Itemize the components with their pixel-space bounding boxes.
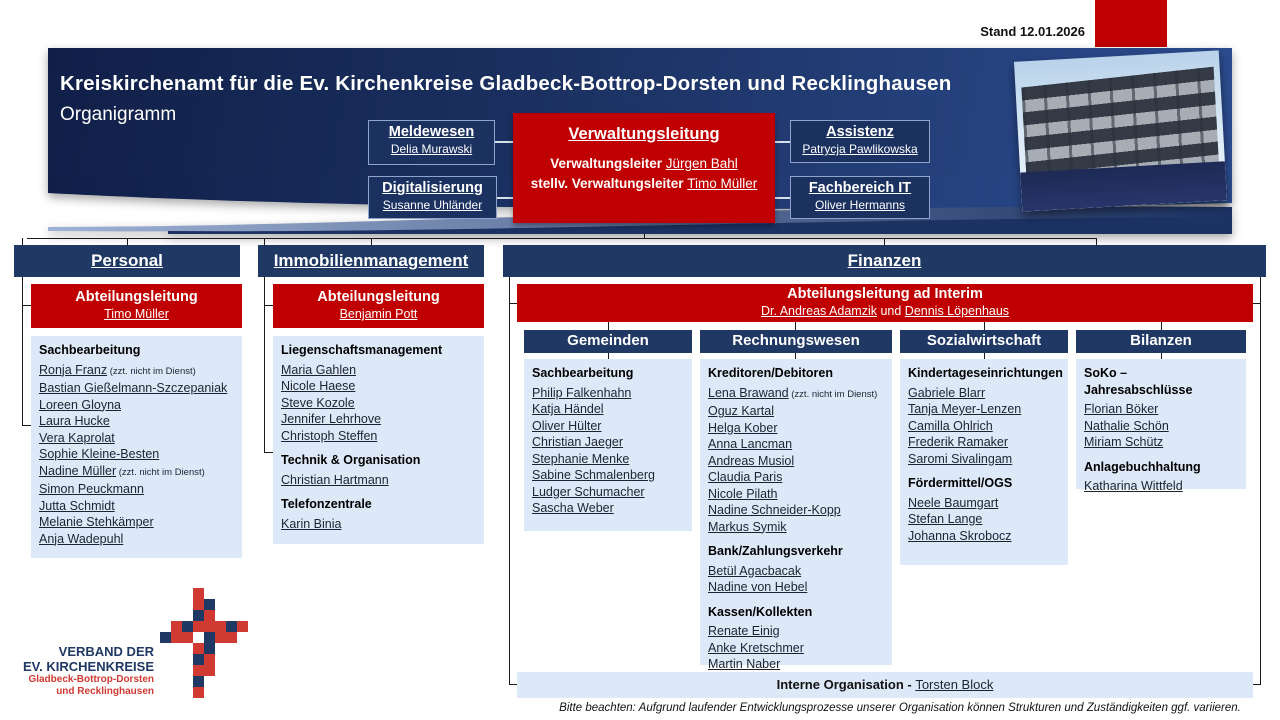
person-group [708, 365, 884, 535]
person-entry [532, 401, 684, 418]
person-group [1084, 459, 1238, 495]
immobilien-staff-list [273, 336, 484, 544]
person-name[interactable]: Nadine Müller [39, 463, 117, 478]
person-name[interactable]: Helga Kober [708, 420, 778, 435]
box-assistenz-title: Assistenz [826, 124, 894, 140]
connector-line [1253, 303, 1261, 304]
dept-header-finanzen [503, 245, 1266, 277]
person-name[interactable]: Christian Hartmann [281, 472, 389, 487]
person-name[interactable]: Jennifer Lehrhove [281, 412, 382, 426]
person-name[interactable]: Miriam Schütz [1084, 435, 1164, 449]
person-entry [908, 511, 1060, 528]
connector-line [264, 452, 273, 453]
person-entry [908, 528, 1060, 545]
person-name[interactable]: Anke Kretschmer [708, 640, 804, 655]
person-name[interactable]: Stefan Lange [908, 512, 983, 526]
person-status-note: (zzt. nicht im Dienst) [116, 466, 205, 478]
dept-header-personal [14, 245, 240, 277]
person-susanne-uhlaender[interactable]: Susanne Uhländer [382, 198, 483, 212]
person-name[interactable]: Tanja Meyer-Lenzen [908, 402, 1022, 416]
person-entry [281, 428, 476, 445]
logo-line2: EV. KIRCHENKREISE [23, 659, 154, 674]
box-fachbereich-it-title: Fachbereich IT [808, 180, 912, 196]
personal-abteilungsleitung-box [31, 284, 242, 328]
person-entry [39, 413, 234, 430]
person-juergen-bahl[interactable]: Jürgen Bahl [665, 156, 738, 171]
person-entry [39, 481, 234, 498]
sozialwirtschaft-staff-list [900, 359, 1068, 565]
box-fachbereich-it [790, 176, 930, 219]
person-group [281, 452, 476, 488]
person-group [708, 543, 884, 596]
person-name[interactable]: Nadine von Hebel [708, 580, 808, 594]
person-name[interactable]: Jutta Schmidt [39, 498, 115, 513]
dept-personal-title: Personal [91, 251, 163, 270]
person-entry [708, 486, 884, 503]
person-name[interactable]: Nicole Pilath [708, 486, 778, 501]
person-name[interactable]: Martin Naber [708, 657, 781, 671]
person-entry [1084, 434, 1238, 451]
person-entry [708, 563, 884, 580]
personal-lead-title: Abteilungsleitung [75, 289, 198, 305]
connector-line [264, 305, 273, 306]
dept-finanzen-title: Finanzen [847, 251, 922, 270]
person-name[interactable]: Sabine Schmalenberg [532, 468, 655, 482]
person-group [281, 496, 476, 532]
person-name[interactable]: Katharina Wittfeld [1084, 479, 1183, 493]
person-name[interactable]: Melanie Stehkämper [39, 515, 154, 529]
cross-pixel [226, 632, 237, 643]
cross-pixel [193, 687, 204, 698]
immobilien-lead-title: Abteilungsleitung [317, 289, 440, 305]
group-label: Fördermittel/OGS [908, 476, 1013, 490]
cross-pixel [171, 632, 182, 643]
group-label: Kassen/Kollekten [708, 604, 813, 619]
person-name[interactable]: Loreen Gloyna [39, 397, 122, 412]
cross-pixel [204, 665, 215, 676]
person-entry [708, 640, 884, 657]
person-name[interactable]: Bastian Gießelmann-Szczepaniak [39, 381, 228, 395]
verwaltungsleiter-label: Verwaltungsleiter [550, 156, 662, 171]
person-entry [281, 395, 476, 412]
group-label: Telefonzentrale [281, 497, 372, 511]
cross-pixel [193, 599, 204, 610]
box-meldewesen [368, 120, 495, 165]
person-name[interactable]: Sophie Kleine-Besten [39, 447, 160, 461]
page-subtitle: Organigramm [60, 104, 177, 125]
cross-pixel [204, 599, 215, 610]
verwaltungsleiter-line [513, 156, 775, 171]
person-entry [532, 467, 684, 484]
person-name[interactable]: Frederik Ramaker [908, 435, 1009, 449]
cross-pixel [226, 621, 237, 632]
cross-pixel [182, 632, 193, 643]
person-name[interactable]: Simon Peuckmann [39, 482, 144, 496]
person-entry [908, 385, 1060, 402]
person-entry [708, 519, 884, 536]
connector-line [509, 277, 510, 685]
person-group [908, 365, 1063, 467]
person-timo-mueller-lead[interactable]: Timo Müller [104, 307, 169, 321]
group-label: Sachbearbeitung [532, 366, 634, 380]
person-entry [708, 436, 884, 453]
person-entry [708, 403, 884, 420]
person-name[interactable]: Christoph Steffen [281, 428, 378, 443]
person-entry [281, 516, 476, 533]
person-entry [908, 418, 1060, 435]
person-entry [908, 495, 1060, 512]
box-meldewesen-title: Meldewesen [388, 124, 475, 140]
person-name[interactable]: Anja Wadepuhl [39, 531, 124, 546]
person-name[interactable]: Markus Symik [708, 519, 787, 534]
cross-pixel [193, 676, 204, 687]
group-label: Kindertageseinrichtungen [908, 366, 1063, 380]
person-dennis-loepenhaus[interactable]: Dennis Löpenhaus [904, 304, 1010, 318]
cross-pixel [215, 632, 226, 643]
group-label: Anlagebuchhaltung [1084, 459, 1201, 474]
person-entry [908, 401, 1060, 418]
box-digitalisierung-title: Digitalisierung [382, 180, 483, 196]
cross-pixel [193, 610, 204, 621]
person-name[interactable]: Maria Gahlen [281, 362, 357, 377]
person-name[interactable]: Nathalie Schön [1084, 418, 1169, 433]
logo-line3: Gladbeck-Bottrop-Dorsten [28, 674, 154, 685]
person-entry [908, 451, 1060, 468]
finanzen-lead-title: Abteilungsleitung ad Interim [787, 286, 983, 302]
connector-line [495, 141, 513, 143]
person-entry [281, 411, 476, 428]
person-name[interactable]: Saromi Sivalingam [908, 451, 1013, 466]
person-name[interactable]: Steve Kozole [281, 395, 355, 410]
group-label: Kreditoren/Debitoren [708, 366, 834, 380]
group-label: Bank/Zahlungsverkehr [708, 544, 843, 558]
dept-immobilien-title: Immobilienmanagement [273, 251, 469, 270]
person-entry [1084, 478, 1238, 495]
person-name[interactable]: Lena Brawand [708, 385, 789, 400]
interne-organisation-label: Interne Organisation - [776, 677, 916, 692]
person-name[interactable]: Karin Binia [281, 516, 342, 531]
person-name[interactable]: Anna Lancman [708, 437, 793, 451]
person-name[interactable]: Vera Kaprolat [39, 430, 115, 445]
person-entry [708, 623, 884, 640]
rechnungswesen-staff-list [700, 359, 892, 671]
person-status-note: (zzt. nicht im Dienst) [107, 365, 196, 377]
cross-pixel [237, 621, 248, 632]
group-label: SoKo – Jahresabschlüsse [1084, 366, 1193, 397]
person-name[interactable]: Florian Böker [1084, 402, 1159, 416]
person-benjamin-pott[interactable]: Benjamin Pott [339, 307, 418, 321]
person-timo-mueller-stellv[interactable]: Timo Müller [687, 176, 758, 191]
lead-connector-text: und [876, 304, 905, 318]
person-group [1084, 365, 1238, 451]
person-group [281, 342, 476, 444]
subcol-sozialwirtschaft-title: Sozialwirtschaft [926, 332, 1042, 349]
person-entry [708, 469, 884, 486]
subcol-header-gemeinden [524, 330, 692, 353]
person-name[interactable]: Stephanie Menke [532, 451, 630, 466]
connector-line [775, 197, 790, 199]
footer-disclaimer: Bitte beachten: Aufgrund laufender Entwicklungsprozesse unserer Organisation können Strukturen und Zuständigkeiten ggf. variieren. [559, 702, 1241, 714]
person-name[interactable]: Sascha Weber [532, 501, 614, 515]
bilanzen-staff-list [1076, 359, 1246, 493]
dept-header-immobilienmanagement [258, 245, 484, 277]
person-entry [281, 362, 476, 379]
connector-line [509, 684, 517, 685]
person-entry [532, 500, 684, 517]
person-entry [39, 498, 234, 515]
person-andreas-adamzik[interactable]: Dr. Andreas Adamzik [760, 304, 877, 318]
person-status-note: (zzt. nicht im Dienst) [788, 388, 878, 400]
person-entry [532, 418, 684, 435]
person-name[interactable]: Laura Hucke [39, 414, 110, 428]
person-delia-murawski[interactable]: Delia Murawski [390, 142, 473, 156]
person-entry [708, 656, 884, 673]
person-entry [39, 397, 234, 414]
person-entry [532, 434, 684, 451]
cross-pixel [204, 654, 215, 665]
person-name[interactable]: Gabriele Blarr [908, 385, 986, 400]
box-assistenz [790, 120, 930, 163]
connector-line [497, 197, 513, 199]
person-entry [532, 385, 684, 402]
page-title: Kreiskirchenamt für die Ev. Kirchenkreise Gladbeck-Bottrop-Dorsten und Recklinghausen [60, 72, 952, 95]
red-flag-decoration [1095, 0, 1167, 47]
cross-pixel [204, 621, 215, 632]
person-name[interactable]: Neele Baumgart [908, 495, 999, 510]
connector-line [27, 238, 1097, 239]
cross-pixel [204, 632, 215, 643]
group-label: Liegenschaftsmanagement [281, 343, 443, 357]
group-label: Technik & Organisation [281, 453, 421, 467]
person-name[interactable]: Oliver Hülter [532, 418, 602, 433]
cross-pixel [171, 621, 182, 632]
cross-pixel [193, 621, 204, 632]
cross-pixel [182, 621, 193, 632]
person-name[interactable]: Katja Händel [532, 402, 604, 416]
person-entry [39, 362, 234, 381]
cross-pixel [193, 643, 204, 654]
cross-pixel [215, 621, 226, 632]
person-name[interactable]: Ronja Franz [39, 362, 108, 377]
finanzen-abteilungsleitung-box [517, 284, 1253, 322]
logo-line4: und Recklinghausen [56, 686, 154, 697]
person-entry [708, 420, 884, 437]
person-entry [281, 472, 476, 489]
person-torsten-block[interactable]: Torsten Block [915, 677, 994, 692]
verwaltungsleitung-title: Verwaltungsleitung [568, 125, 720, 143]
group-label: Sachbearbeitung [39, 343, 141, 357]
subcol-header-rechnungswesen [700, 330, 892, 353]
building-photo [1014, 50, 1227, 211]
person-name[interactable]: Renate Einig [708, 624, 780, 638]
pixel-cross-icon [160, 588, 252, 706]
cross-pixel [193, 588, 204, 599]
person-entry [39, 463, 234, 482]
subcol-header-bilanzen [1076, 330, 1246, 353]
person-oliver-hermanns[interactable]: Oliver Hermanns [814, 198, 906, 212]
person-entry [39, 531, 234, 548]
person-entry [908, 434, 1060, 451]
person-entry [281, 378, 476, 395]
box-verwaltungsleitung [513, 113, 775, 223]
person-name[interactable]: Nicole Haese [281, 379, 356, 393]
cross-pixel [204, 610, 215, 621]
connector-line [1260, 277, 1261, 685]
connector-line [509, 303, 517, 304]
person-name[interactable]: Claudia Paris [708, 470, 783, 484]
connector-line [22, 425, 31, 426]
person-name[interactable]: Philip Falkenhahn [532, 385, 632, 400]
verband-logo-text [22, 644, 154, 698]
person-group [708, 604, 884, 673]
person-group [532, 365, 684, 517]
stellv-verwaltungsleiter-line [513, 176, 775, 191]
person-entry [532, 451, 684, 468]
person-name[interactable]: Nadine Schneider-Kopp [708, 503, 841, 517]
person-name[interactable]: Camilla Ohlrich [908, 418, 993, 433]
person-entry [708, 385, 884, 404]
person-name[interactable]: Johanna Skrobocz [908, 528, 1012, 543]
person-entry [708, 579, 884, 596]
cross-pixel [160, 632, 171, 643]
person-entry [39, 380, 234, 397]
person-entry [532, 484, 684, 501]
person-name[interactable]: Andreas Musiol [708, 453, 795, 468]
cross-pixel [193, 654, 204, 665]
person-name[interactable]: Christian Jaeger [532, 435, 624, 449]
person-name[interactable]: Ludger Schumacher [532, 484, 645, 499]
gemeinden-staff-list [524, 359, 692, 531]
connector-line [775, 141, 790, 143]
verband-logo [22, 588, 232, 706]
connector-line [22, 305, 31, 306]
box-digitalisierung [368, 176, 497, 219]
stand-date: Stand 12.01.2026 [980, 24, 1085, 39]
person-entry [39, 514, 234, 531]
stellv-verwaltungsleiter-label: stellv. Verwaltungsleiter [530, 176, 684, 191]
person-name[interactable]: Oguz Kartal [708, 404, 775, 418]
person-entry [1084, 401, 1238, 418]
person-entry [39, 446, 234, 463]
connector-line [1253, 684, 1261, 685]
person-entry [708, 502, 884, 519]
immobilien-abteilungsleitung-box [273, 284, 484, 328]
logo-line1: VERBAND DER [58, 644, 154, 659]
person-group [39, 342, 234, 547]
subcol-header-sozialwirtschaft [900, 330, 1068, 353]
person-group [908, 475, 1060, 544]
cross-pixel [204, 643, 215, 654]
personal-staff-list [31, 336, 242, 558]
cross-pixel [193, 665, 204, 676]
interne-organisation-bar [517, 672, 1253, 698]
person-patrycja-pawlikowska[interactable]: Patrycja Pawlikowska [802, 142, 918, 156]
person-entry [708, 453, 884, 470]
subcol-gemeinden-title: Gemeinden [567, 332, 649, 349]
person-entry [39, 430, 234, 447]
subcol-rechnungswesen-title: Rechnungswesen [732, 332, 860, 349]
subcol-bilanzen-title: Bilanzen [1130, 332, 1192, 349]
person-name[interactable]: Betül Agacbacak [708, 563, 802, 578]
person-entry [1084, 418, 1238, 435]
